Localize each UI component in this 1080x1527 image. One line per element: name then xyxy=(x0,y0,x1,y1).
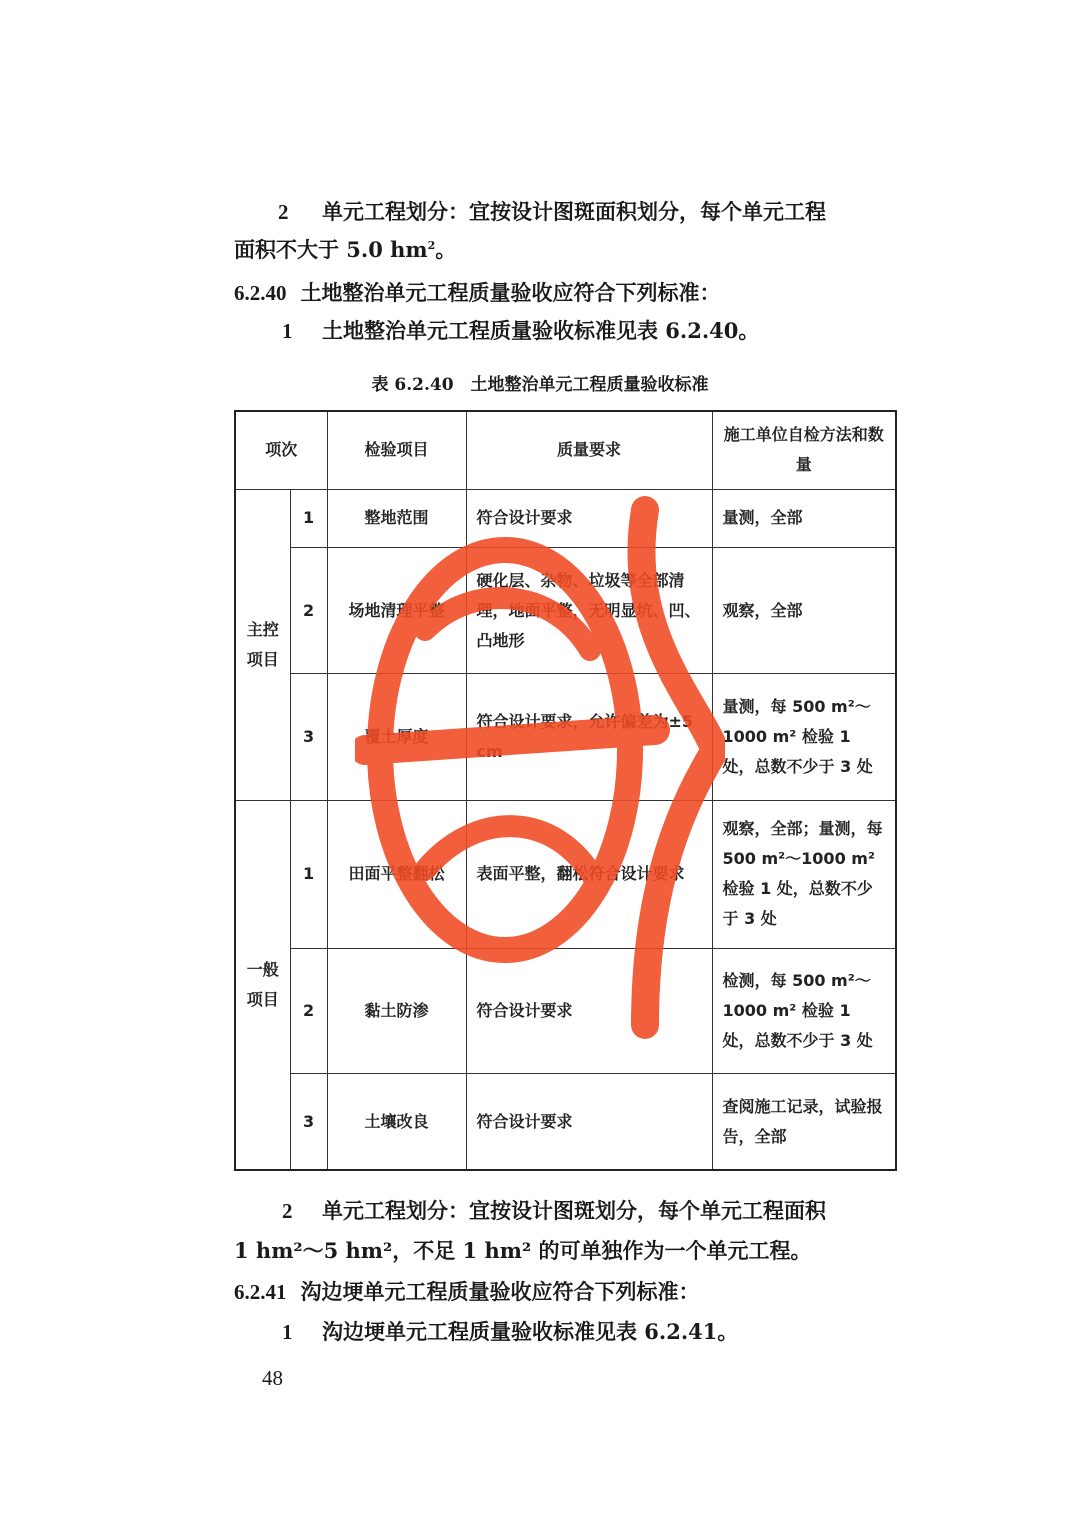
header-requirement: 质量要求 xyxy=(466,411,712,489)
item-number: 1 xyxy=(282,319,293,343)
table-row xyxy=(235,948,896,1073)
row-method: 观察，全部 xyxy=(712,547,896,673)
row-number: 2 xyxy=(290,948,327,1073)
section-number: 6.2.41 xyxy=(234,1280,287,1304)
section-title: 土地整治单元工程质量验收应符合下列标准： xyxy=(300,280,721,305)
intro-line2-text: 面积不大于 5.0 hm xyxy=(234,237,428,262)
row-item: 覆土厚度 xyxy=(327,674,466,800)
main-group-label: 主控项目 xyxy=(235,489,290,800)
section-6-2-40-heading xyxy=(234,274,894,312)
item-number: 1 xyxy=(282,1320,293,1344)
after-table-line2-text: 1 hm²～5 hm²，不足 1 hm² 的可单独作为一个单元工程。 xyxy=(234,1238,812,1263)
page-number: 48 xyxy=(262,1366,283,1390)
after-table-line2 xyxy=(234,1232,894,1270)
item-text: 沟边埂单元工程质量验收标准见表 6.2.41。 xyxy=(322,1319,739,1344)
table-row xyxy=(235,1074,896,1170)
intro-line2-end: 。 xyxy=(435,237,457,262)
intro-paragraph-line2 xyxy=(234,231,894,269)
quality-standard-table xyxy=(234,410,897,1171)
row-requirement: 符合设计要求 xyxy=(466,948,712,1073)
section-6-2-41-item1 xyxy=(234,1313,894,1351)
table-row xyxy=(235,674,896,800)
row-requirement: 符合设计要求 xyxy=(466,489,712,547)
section-number: 6.2.40 xyxy=(234,281,287,305)
row-requirement: 符合设计要求，允许偏差为±5 cm xyxy=(466,674,712,800)
section-6-2-40-item1 xyxy=(234,312,894,350)
intro-line2-superscript: 2 xyxy=(427,239,436,252)
row-number: 1 xyxy=(290,800,327,948)
row-requirement: 符合设计要求 xyxy=(466,1074,712,1170)
row-method: 查阅施工记录，试验报告，全部 xyxy=(712,1074,896,1170)
header-method: 施工单位自检方法和数量 xyxy=(712,411,896,489)
table-caption: 表 6.2.40 土地整治单元工程质量验收标准 xyxy=(371,375,709,395)
intro-paragraph-line1 xyxy=(234,193,894,231)
row-requirement: 硬化层、杂物、垃圾等全部清理，地面平整，无明显坑、凹、凸地形 xyxy=(466,547,712,673)
row-item: 土壤改良 xyxy=(327,1074,466,1170)
row-method: 观察，全部；量测，每 500 m²～1000 m² 检验 1 处，总数不少于 3 处 xyxy=(712,800,896,948)
item-text: 土地整治单元工程质量验收标准见表 6.2.40。 xyxy=(322,318,760,343)
after-table-line1-text: 单元工程划分：宜按设计图斑划分，每个单元工程面积 xyxy=(322,1198,826,1223)
row-number: 1 xyxy=(290,489,327,547)
header-item: 检验项目 xyxy=(327,411,466,489)
row-method: 量测，全部 xyxy=(712,489,896,547)
after-table-item-number: 2 xyxy=(282,1199,293,1223)
section-6-2-41-heading xyxy=(234,1273,894,1311)
row-method: 检测，每 500 m²～1000 m² 检验 1 处，总数不少于 3 处 xyxy=(712,948,896,1073)
row-item: 整地范围 xyxy=(327,489,466,547)
table-row xyxy=(235,800,896,948)
row-method: 量测，每 500 m²～1000 m² 检验 1 处，总数不少于 3 处 xyxy=(712,674,896,800)
row-item: 黏土防渗 xyxy=(327,948,466,1073)
row-item: 场地清理平整 xyxy=(327,547,466,673)
row-requirement: 表面平整，翻松符合设计要求 xyxy=(466,800,712,948)
table-row xyxy=(235,547,896,673)
intro-item-number: 2 xyxy=(278,200,289,224)
row-item: 田面平整翻松 xyxy=(327,800,466,948)
after-table-line1 xyxy=(234,1192,894,1230)
table-row xyxy=(235,489,896,547)
section-title: 沟边埂单元工程质量验收应符合下列标准： xyxy=(300,1279,700,1304)
row-number: 2 xyxy=(290,547,327,673)
table-header-row xyxy=(235,411,896,489)
row-number: 3 xyxy=(290,674,327,800)
general-group-label: 一般项目 xyxy=(235,800,290,1170)
intro-line1-text: 单元工程划分：宜按设计图斑面积划分，每个单元工程 xyxy=(322,199,826,224)
row-number: 3 xyxy=(290,1074,327,1170)
header-category: 项次 xyxy=(235,411,327,489)
